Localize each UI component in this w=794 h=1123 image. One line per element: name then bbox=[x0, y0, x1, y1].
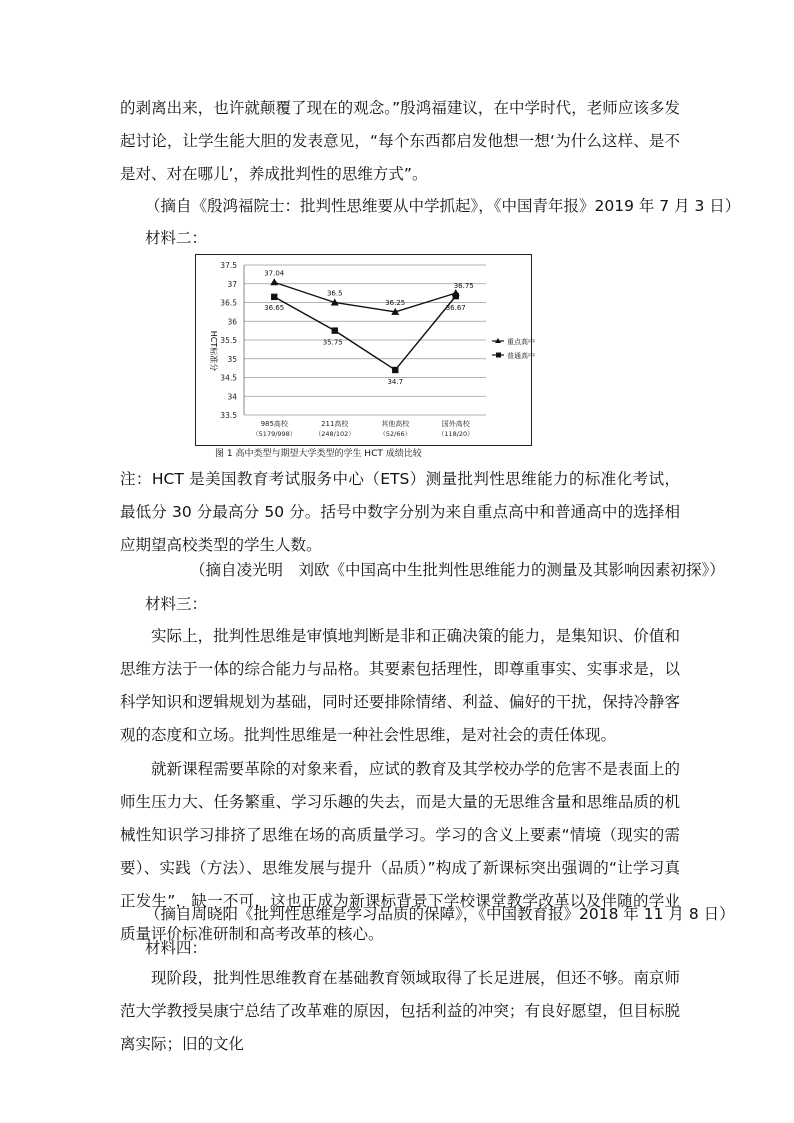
heading-material-four: 材料四： bbox=[145, 939, 208, 957]
data-label: 36.65 bbox=[264, 303, 285, 312]
x-tick-labels bbox=[252, 419, 474, 438]
y-tick-label: 33.5 bbox=[220, 411, 237, 420]
data-label: 36.25 bbox=[385, 298, 406, 307]
chart-legend bbox=[492, 337, 535, 360]
heading-material-two: 材料二： bbox=[145, 229, 208, 247]
legend-label: 重点高中 bbox=[507, 338, 535, 346]
data-label: 36.75 bbox=[453, 282, 474, 291]
paragraph-material-four: 现阶段，批判性思维教育在基础教育领域取得了长足进展，但还不够。南京师范大学教授吴康宁总结了改革难的原因，包括利益的冲突；有良好愿望，但目标脱离实际；旧的文化 bbox=[120, 969, 680, 1053]
x-tick-label: 211高校 bbox=[321, 420, 349, 428]
x-tick-count: （5179/998） bbox=[252, 430, 297, 438]
data-label: 36.5 bbox=[326, 289, 343, 298]
source-citation-3: （摘自周晓阳《批判性思维是学习品质的保障》，《中国教育报》2018 年 11 月 8 日） bbox=[145, 905, 735, 923]
y-tick-label: 36 bbox=[227, 317, 237, 327]
data-point bbox=[270, 278, 278, 285]
x-tick-label: 985高校 bbox=[260, 420, 288, 428]
legend-marker bbox=[496, 353, 501, 358]
heading-material-three: 材料三： bbox=[145, 595, 208, 613]
chart-series bbox=[264, 269, 474, 386]
paragraph-material-one-end: 的剥离出来，也许就颠覆了现在的观念。”殷鸿福建议，在中学时代，老师应该多发起讨论，让学生能大胆的发表意见，“每个东西都启发他想一想‘为什么这样、是不是对、对在哪儿’，养成批判性的思维方式”。 bbox=[120, 99, 680, 183]
data-label: 37.04 bbox=[264, 269, 285, 278]
source-citation-1: （摘自《殷鸿福院士：批判性思维要从中学抓起》，《中国青年报》2019 年 7 月 3 日） bbox=[145, 197, 741, 215]
chart-caption: 图 1 高中类型与期望大学类型的学生 HCT 成绩比较 bbox=[215, 449, 422, 459]
y-tick-label: 37 bbox=[227, 279, 237, 289]
y-tick-label: 34 bbox=[227, 392, 237, 402]
data-label: 36.67 bbox=[445, 304, 466, 313]
data-point bbox=[271, 294, 277, 300]
y-axis-label: HCT标准分 bbox=[209, 330, 218, 372]
y-tick-label: 34.5 bbox=[220, 373, 237, 383]
paragraph-material-three-a: 实际上，批判性思维是审慎地判断是非和正确决策的能力，是集知识、价值和思维方法于一体的综合能力与品格。其要素包括理性，即尊重事实、实事求是，以科学知识和逻辑规划为基础，同时还要排除情绪、利益、偏好的干扰，保持冷静客观的态度和立场。批判性思维是一种社会性思维，是对社会的责任体现。 bbox=[120, 627, 680, 744]
series-line bbox=[274, 282, 456, 312]
chart-svg bbox=[196, 255, 535, 445]
x-tick-label: 国外高校 bbox=[441, 420, 470, 428]
x-tick-label: 其他高校 bbox=[381, 420, 410, 428]
y-tick-label: 35 bbox=[227, 354, 237, 364]
y-tick-label: 37.5 bbox=[220, 261, 237, 270]
legend-label: 普通高中 bbox=[507, 352, 535, 360]
y-tick-label: 36.5 bbox=[220, 298, 237, 308]
x-tick-count: （118/20） bbox=[437, 430, 474, 438]
y-tick-label: 35.5 bbox=[220, 336, 237, 345]
hct-line-chart bbox=[195, 254, 535, 446]
data-point bbox=[332, 327, 338, 333]
data-point bbox=[392, 367, 398, 373]
source-citation-2: （摘自凌光明 刘欧《中国高中生批判性思维能力的测量及其影响因素初探》） bbox=[190, 561, 725, 579]
data-label: 34.7 bbox=[387, 378, 404, 386]
x-tick-count: （248/102） bbox=[314, 430, 355, 438]
data-point bbox=[453, 293, 459, 299]
y-tick-labels bbox=[220, 261, 237, 420]
chart-note: 注：HCT 是美国教育考试服务中心（ETS）测量批判性思维能力的标准化考试，最低分 30 分最高分 50 分。括号中数字分别为来自重点高中和普通高中的选择相应期望高校类型的学生人数。 bbox=[120, 470, 680, 554]
data-label: 35.75 bbox=[322, 338, 343, 347]
x-tick-count: （52/66） bbox=[379, 430, 412, 438]
chart-grid bbox=[244, 265, 486, 415]
paragraph-material-three-b: 就新课程需要革除的对象来看，应试的教育及其学校办学的危害不是表面上的师生压力大、任务繁重、学习乐趣的失去，而是大量的无思维含量和思维品质的机械性知识学习排挤了思维在场的高质量学习。学习的含义上要素“情境（现实的需要）、实践（方法）、思维发展与提升（品质）”构成了新课标突出强调的“让学习真正发生”，缺一不可，这也正成为新课标背景下学校课堂教学改革以及伴随的学业质量评价标准研制和高考改革的核心。 bbox=[120, 760, 680, 943]
